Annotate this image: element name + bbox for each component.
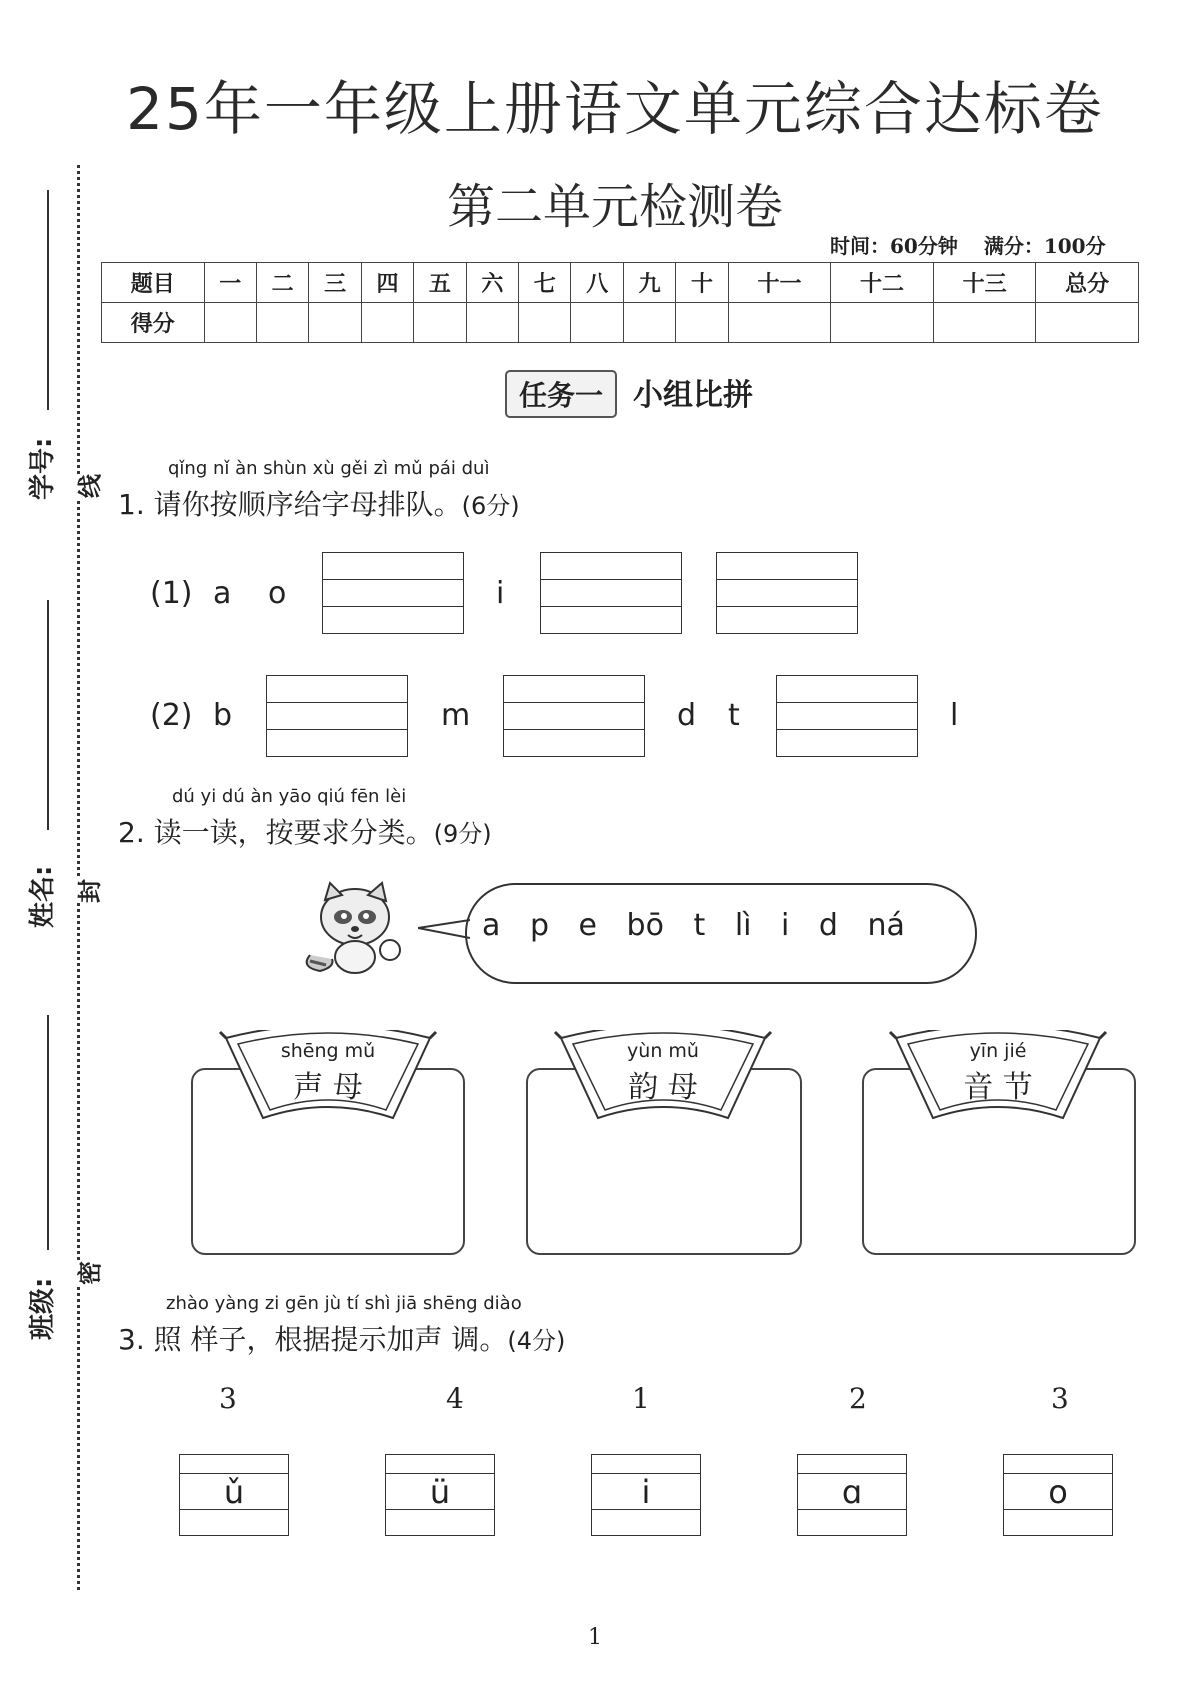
class-label: 班级: — [28, 1277, 58, 1340]
q1-letter: l — [950, 698, 959, 733]
page-title: 25年一年级上册语文单元综合达标卷 — [126, 75, 1104, 143]
seal-mi: 密 — [70, 1261, 105, 1285]
exam-meta — [830, 230, 1132, 259]
q1-answer-box[interactable] — [266, 675, 408, 757]
score-cell[interactable] — [466, 303, 518, 343]
score-cell[interactable] — [1036, 303, 1139, 343]
name-underline — [47, 600, 49, 830]
syllables-pinyin: yīn jié — [969, 1040, 1027, 1062]
q1-row2-label: (2) — [150, 698, 193, 733]
q3-text: 3. 照 样子，根据提示加声 调。 — [118, 1323, 508, 1356]
syllables-label: 音 节 — [963, 1070, 1033, 1105]
tone-box[interactable] — [385, 1454, 495, 1536]
score-table-score-row — [102, 303, 1139, 343]
finals-pinyin: yùn mǔ — [627, 1040, 699, 1062]
score-header-cell: 五 — [414, 263, 466, 303]
score-cell[interactable] — [676, 303, 728, 343]
score-cell[interactable] — [728, 303, 831, 343]
q1-letter: a — [213, 576, 232, 611]
score-header-cell: 十二 — [831, 263, 934, 303]
q1-pinyin: qǐng nǐ àn shùn xù gěi zì mǔ pái duì — [168, 458, 490, 479]
score-header-cell: 总分 — [1036, 263, 1139, 303]
tone-number: 3 — [219, 1382, 237, 1415]
score-cell[interactable] — [256, 303, 308, 343]
bubble-items — [482, 908, 925, 943]
task-number: 任务一 — [505, 370, 617, 418]
speech-bubble-tail — [418, 918, 470, 942]
q2-text: 2. 读一读，按要求分类。 — [118, 816, 434, 849]
q2-points: (9分) — [433, 820, 492, 848]
q3-prompt — [118, 1318, 565, 1358]
score-cell[interactable] — [309, 303, 361, 343]
q2-prompt — [118, 811, 492, 851]
bubble-item: d — [818, 908, 838, 943]
score-header-cell: 三 — [309, 263, 361, 303]
score-header-cell: 十 — [676, 263, 728, 303]
q1-letter: t — [728, 698, 740, 733]
bubble-item: e — [578, 908, 597, 943]
raccoon-illustration — [300, 875, 420, 980]
score-header-cell: 四 — [361, 263, 413, 303]
score-header-cell: 二 — [256, 263, 308, 303]
score-cell[interactable] — [571, 303, 623, 343]
bubble-item: lì — [734, 908, 752, 943]
q1-answer-box[interactable] — [503, 675, 645, 757]
tone-number: 2 — [849, 1382, 867, 1415]
initials-pinyin: shēng mǔ — [280, 1040, 376, 1062]
initials-label: 声 母 — [293, 1070, 363, 1105]
bubble-item: i — [781, 908, 790, 943]
q1-letter: i — [496, 576, 505, 611]
tone-vowel: ǔ — [223, 1473, 245, 1511]
bubble-item: p — [529, 908, 549, 943]
score-row-label: 得分 — [102, 303, 205, 343]
q1-letter: o — [268, 576, 287, 611]
class-underline — [47, 1015, 49, 1250]
score-header-cell: 十一 — [728, 263, 831, 303]
q1-prompt — [118, 483, 520, 523]
bubble-item: ná — [867, 908, 905, 943]
bubble-item: t — [693, 908, 706, 943]
score-cell[interactable] — [519, 303, 571, 343]
score-cell[interactable] — [623, 303, 675, 343]
q3-pinyin: zhào yàng zi gēn jù tí shì jiā shēng diào — [166, 1293, 522, 1314]
exam-time: 时间：60分钟 — [830, 234, 958, 258]
score-header-cell: 题目 — [102, 263, 205, 303]
q1-answer-box[interactable] — [540, 552, 682, 634]
seal-xian: 线 — [70, 474, 105, 498]
score-cell[interactable] — [414, 303, 466, 343]
tone-vowel: o — [1048, 1473, 1068, 1511]
score-cell[interactable] — [204, 303, 256, 343]
name-label: 姓名: — [28, 865, 58, 928]
score-cell[interactable] — [361, 303, 413, 343]
q3-points: (4分) — [507, 1327, 566, 1355]
q1-row1-label: (1) — [150, 576, 193, 611]
seal-feng: 封 — [70, 879, 105, 903]
tone-number: 1 — [632, 1382, 650, 1415]
q1-letter: d — [677, 698, 697, 733]
page-subtitle: 第二单元检测卷 — [446, 179, 783, 235]
binding-dotted-line — [77, 165, 80, 1590]
finals-label: 韵 母 — [628, 1070, 698, 1105]
tone-box[interactable] — [591, 1454, 701, 1536]
score-header-cell: 十三 — [933, 263, 1036, 303]
task-header — [505, 370, 753, 418]
bubble-item: a — [482, 908, 501, 943]
q1-letter: m — [441, 698, 471, 733]
score-header-cell: 七 — [519, 263, 571, 303]
score-table — [101, 262, 1139, 343]
score-cell[interactable] — [933, 303, 1036, 343]
student-id-label: 学号: — [28, 437, 58, 500]
tone-vowel: ɑ — [841, 1473, 863, 1511]
q2-pinyin: dú yi dú àn yāo qiú fēn lèi — [172, 786, 407, 807]
tone-box[interactable] — [797, 1454, 907, 1536]
score-header-cell: 六 — [466, 263, 518, 303]
score-header-cell: 八 — [571, 263, 623, 303]
tone-box[interactable] — [1003, 1454, 1113, 1536]
tone-number: 4 — [446, 1382, 464, 1415]
q1-answer-box[interactable] — [322, 552, 464, 634]
tone-box[interactable] — [179, 1454, 289, 1536]
tone-vowel: i — [641, 1473, 651, 1511]
q1-letter: b — [213, 698, 233, 733]
tone-number: 3 — [1051, 1382, 1069, 1415]
bubble-item: bō — [626, 908, 664, 943]
score-cell[interactable] — [831, 303, 934, 343]
task-name: 小组比拼 — [633, 378, 754, 413]
tone-vowel: ü — [429, 1473, 451, 1511]
score-header-cell: 九 — [623, 263, 675, 303]
q1-answer-box[interactable] — [716, 552, 858, 634]
exam-full-score: 满分：100分 — [983, 234, 1106, 258]
q1-points: (6分) — [461, 492, 520, 520]
score-table-header-row — [102, 263, 1139, 303]
q1-text: 1. 请你按顺序给字母排队。 — [118, 488, 462, 521]
page-number: 1 — [588, 1625, 602, 1650]
score-header-cell: 一 — [204, 263, 256, 303]
q1-answer-box[interactable] — [776, 675, 918, 757]
